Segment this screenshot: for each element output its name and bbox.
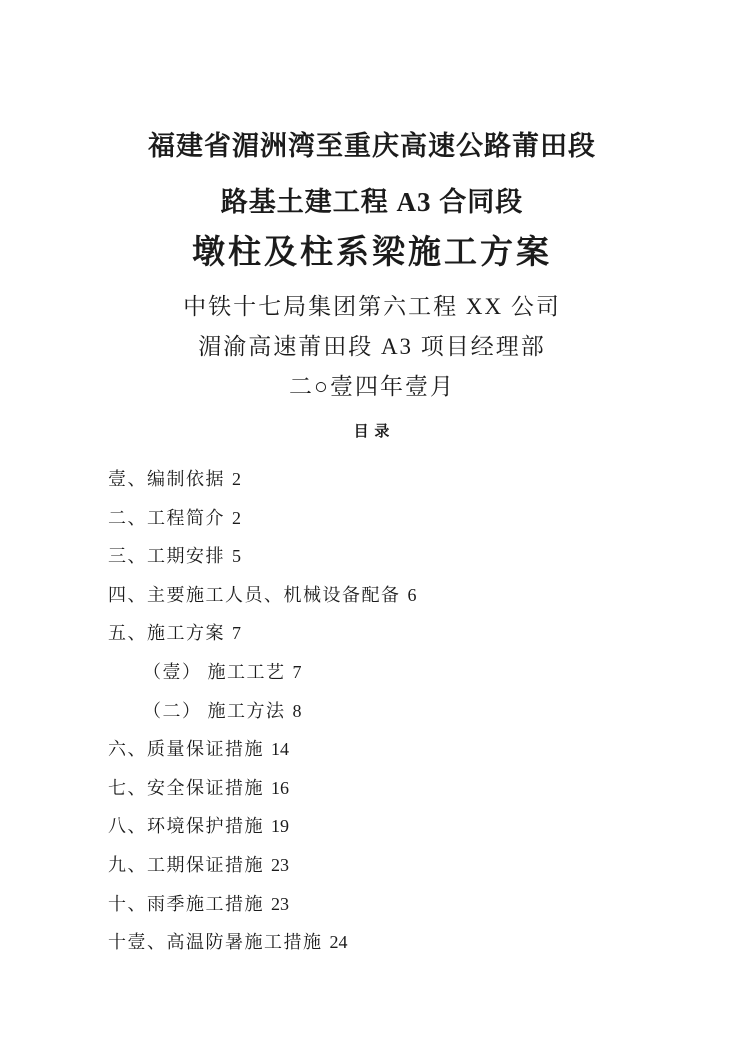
toc-entry-label: 十、雨季施工措施 xyxy=(108,893,264,914)
toc-entry xyxy=(108,923,704,962)
toc-entry xyxy=(108,614,704,653)
doc-date: 二○壹四年壹月 xyxy=(289,374,455,399)
toc-entry-label: 十壹、高温防暑施工措施 xyxy=(108,932,323,953)
toc-entry-page: 23 xyxy=(271,854,289,875)
toc-entry-label: 五、施工方案 xyxy=(108,623,225,644)
toc-entry-page: 2 xyxy=(232,507,241,528)
toc-entry-page: 6 xyxy=(407,584,417,605)
department-name: 湄渝高速莆田段 A3 项目经理部 xyxy=(198,334,546,359)
toc-entry xyxy=(108,769,704,808)
doc-title-line-1: 福建省湄洲湾至重庆高速公路莆田段 xyxy=(148,131,596,161)
toc-entry-page: 8 xyxy=(292,700,302,721)
toc-entry-label: （二） 施工方法 xyxy=(143,700,286,721)
organization-name: 中铁十七局集团第六工程 XX 公司 xyxy=(183,294,561,319)
toc-entry xyxy=(108,537,704,576)
toc-entry-page: 23 xyxy=(271,893,289,914)
toc-entry-label: 四、主要施工人员、机械设备配备 xyxy=(108,584,401,605)
toc-entry-page: 7 xyxy=(292,661,302,682)
toc-entry-page: 14 xyxy=(271,739,289,760)
toc-entry-page: 5 xyxy=(232,546,241,567)
toc-entry xyxy=(108,576,704,615)
toc-list xyxy=(108,460,704,962)
toc-entry-sub xyxy=(108,653,704,692)
toc-entry-label: 六、质量保证措施 xyxy=(108,739,264,760)
toc-entry-page: 16 xyxy=(271,777,289,798)
toc-entry-page: 7 xyxy=(232,623,241,644)
toc-entry xyxy=(108,807,704,846)
toc-entry-label: 二、工程简介 xyxy=(108,507,225,528)
toc-entry xyxy=(108,846,704,885)
toc-entry xyxy=(108,885,704,924)
toc-entry-label: （壹） 施工工艺 xyxy=(143,661,286,682)
toc-entry-page: 19 xyxy=(271,816,289,837)
toc-entry xyxy=(108,460,704,499)
toc-entry-label: 八、环境保护措施 xyxy=(108,816,264,837)
toc-entry-sub xyxy=(108,692,704,731)
toc-entry-label: 壹、编制依据 xyxy=(108,469,225,489)
toc-entry xyxy=(108,730,704,769)
toc-heading: 目 录 xyxy=(353,424,391,440)
doc-title-line-3: 墩柱及柱系梁施工方案 xyxy=(192,235,552,271)
toc-entry-page: 24 xyxy=(329,932,348,953)
toc-entry-page: 2 xyxy=(232,469,241,489)
toc-entry xyxy=(108,499,704,538)
doc-title-line-2: 路基土建工程 A3 合同段 xyxy=(220,187,524,217)
toc-entry-label: 三、工期安排 xyxy=(108,546,225,567)
toc-entry-label: 九、工期保证措施 xyxy=(108,854,264,875)
toc-entry-label: 七、安全保证措施 xyxy=(108,777,264,798)
